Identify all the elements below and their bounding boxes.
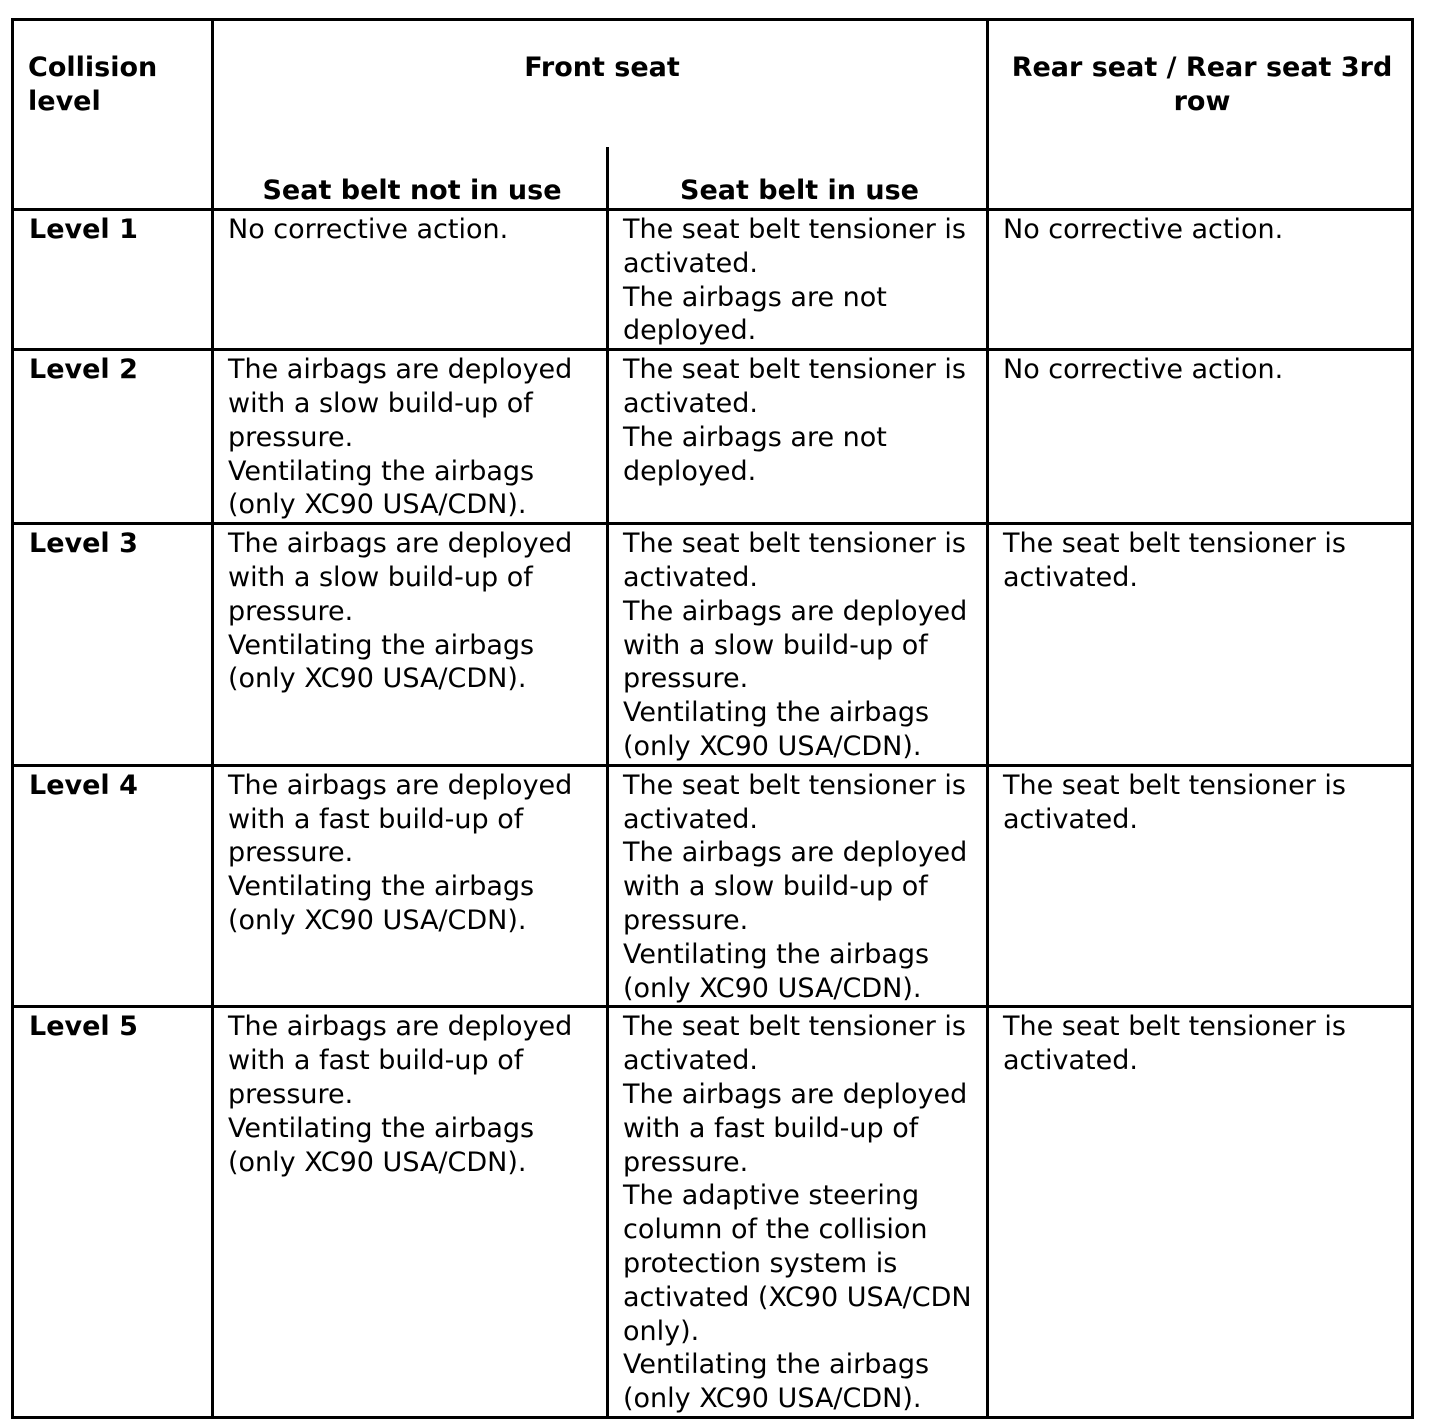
collision-level-table xyxy=(11,18,1414,1419)
header-front-seat: Front seat xyxy=(213,20,988,148)
rear-seat-cell: No corrective action. xyxy=(988,210,1413,350)
belt-in-use-cell: The seat belt tensioner is activated. The airbags are deployed with a slow build-up of pressure. Ventilating the airbags (only XC90 USA/CDN). xyxy=(608,524,988,766)
rear-seat-cell: The seat belt tensioner is activated. xyxy=(988,524,1413,766)
level-cell: Level 5 xyxy=(13,1007,213,1418)
level-cell: Level 1 xyxy=(13,210,213,350)
level-cell: Level 4 xyxy=(13,765,213,1007)
table-row xyxy=(13,524,1413,766)
level-cell: Level 3 xyxy=(13,524,213,766)
belt-in-use-cell: The seat belt tensioner is activated. The airbags are not deployed. xyxy=(608,350,988,524)
belt-not-in-use-cell: The airbags are deployed with a fast build-up of pressure. Ventilating the airbags (only XC90 USA/CDN). xyxy=(213,1007,608,1418)
belt-in-use-cell: The seat belt tensioner is activated. The airbags are deployed with a slow build-up of pressure. Ventilating the airbags (only XC90 USA/CDN). xyxy=(608,765,988,1007)
header-belt-in-use: Seat belt in use xyxy=(608,147,988,210)
level-cell: Level 2 xyxy=(13,350,213,524)
belt-not-in-use-cell: No corrective action. xyxy=(213,210,608,350)
header-row-top xyxy=(13,20,1413,148)
belt-not-in-use-cell: The airbags are deployed with a slow build-up of pressure. Ventilating the airbags (only XC90 USA/CDN). xyxy=(213,524,608,766)
header-belt-not-in-use: Seat belt not in use xyxy=(213,147,608,210)
header-collision-level: Collision level xyxy=(13,20,213,210)
belt-in-use-cell: The seat belt tensioner is activated. The airbags are deployed with a fast build-up of pressure. The adaptive steering column of the collision protection system is activated (XC90 USA/CDN only). Ventilating the airbags (only XC90 USA/CDN). xyxy=(608,1007,988,1418)
rear-seat-cell: The seat belt tensioner is activated. xyxy=(988,1007,1413,1418)
rear-seat-cell: The seat belt tensioner is activated. xyxy=(988,765,1413,1007)
table-row xyxy=(13,350,1413,524)
belt-in-use-cell: The seat belt tensioner is activated. The airbags are not deployed. xyxy=(608,210,988,350)
belt-not-in-use-cell: The airbags are deployed with a fast build-up of pressure. Ventilating the airbags (only XC90 USA/CDN). xyxy=(213,765,608,1007)
table-row xyxy=(13,765,1413,1007)
belt-not-in-use-cell: The airbags are deployed with a slow build-up of pressure. Ventilating the airbags (only XC90 USA/CDN). xyxy=(213,350,608,524)
rear-seat-cell: No corrective action. xyxy=(988,350,1413,524)
table-row xyxy=(13,210,1413,350)
header-rear-seat: Rear seat / Rear seat 3rd row xyxy=(988,20,1413,210)
table-row xyxy=(13,1007,1413,1418)
